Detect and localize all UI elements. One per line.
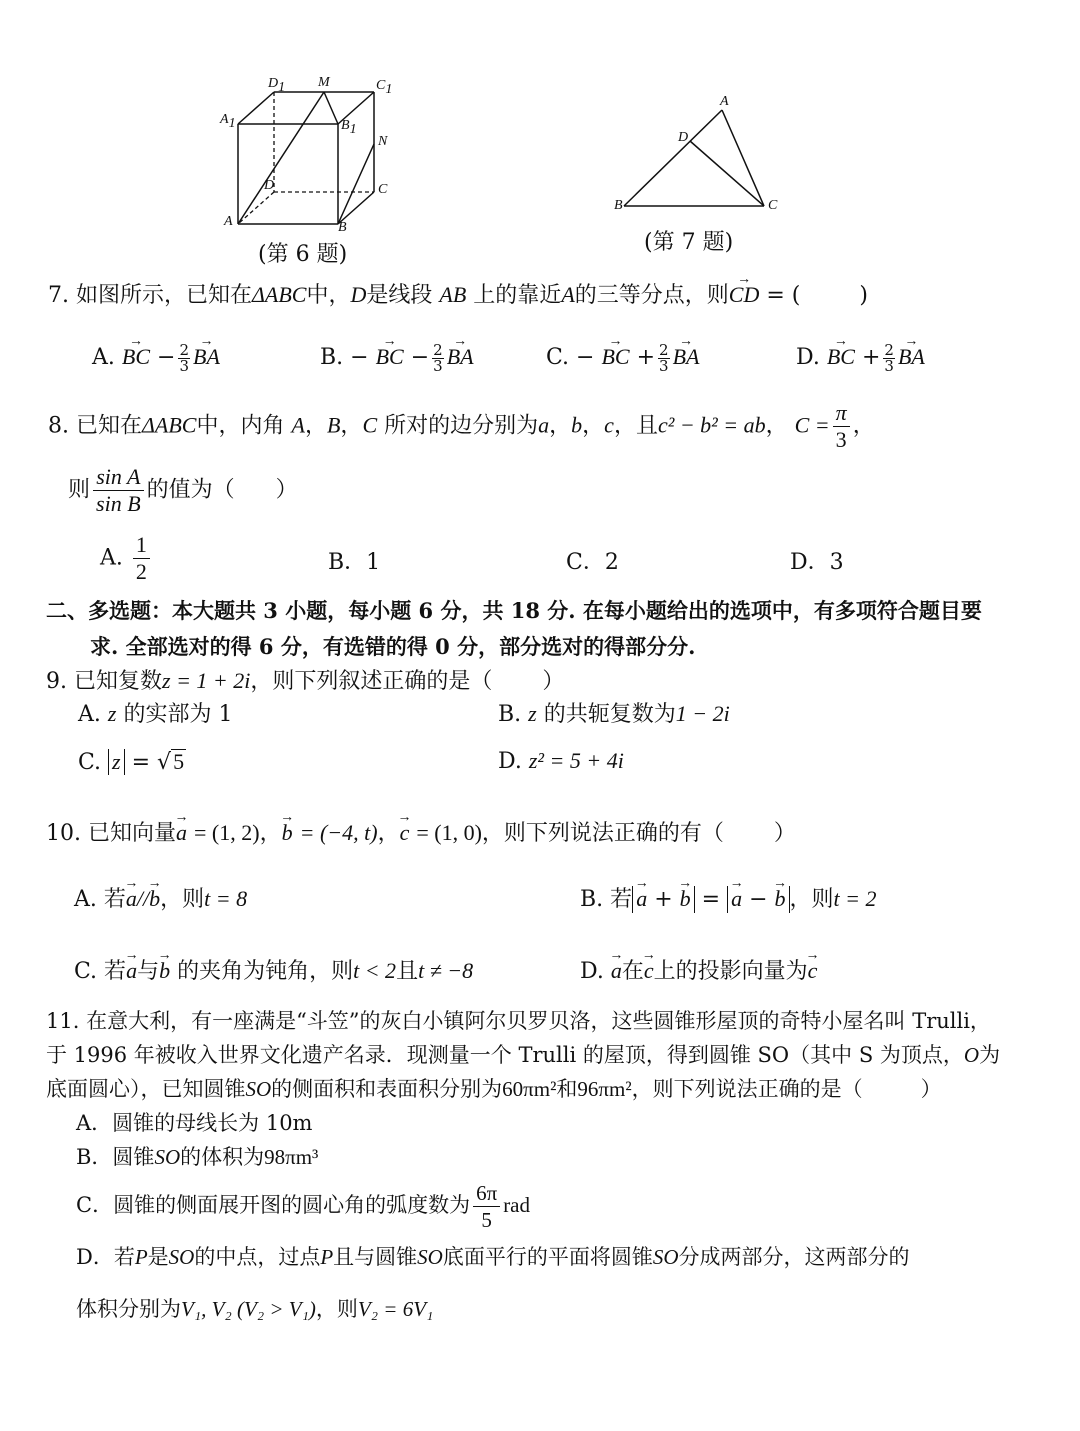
label-C: C	[378, 182, 388, 197]
q11-option-B[interactable]: B．圆锥SO的体积为98πm³	[76, 1145, 319, 1169]
q7-option-C[interactable]: C. − → BC + $\frac{2}{3}$ → BA	[546, 342, 699, 374]
q10-option-B[interactable]: B. 若→ a + → b = → a − → b ，则t = 2	[580, 884, 876, 915]
fig7-caption: (第 7 题)	[644, 230, 734, 255]
question-10: 10. 已知向量→ a = (1, 2)，→ b = (−4, t)，→ c = (1, 0)，则下列说法正确的有（ ）	[46, 818, 796, 849]
question-11-line3: 底面圆心），已知圆锥SO的侧面积和表面积分别为60πm²和96πm²，则下列说法正确的是（ ）	[46, 1077, 942, 1101]
q7-option-A[interactable]: A. → BC − $\frac{2}{3}$ → BA	[92, 342, 220, 374]
q10-option-A[interactable]: A. 若→ a//→ b，则t = 8	[74, 884, 247, 915]
label-D1: $D_1$	[268, 76, 286, 95]
label-N: N	[378, 134, 388, 149]
figure-6	[210, 72, 410, 272]
q7-option-B[interactable]: B. − → BC − $\frac{2}{3}$ → BA	[320, 342, 474, 374]
q9-option-D[interactable]: D. z² = 5 + 4i	[498, 748, 624, 774]
label-A1: $A_1$	[220, 112, 236, 131]
q9-option-A[interactable]: A. z 的实部为 1	[78, 701, 233, 727]
question-11-line1: 11. 在意大利，有一座满是“斗笠”的灰白小镇阿尔贝罗贝洛，这些圆锥形屋顶的奇特小屋名叫 Trulli，	[46, 1009, 991, 1033]
label-C: C	[768, 198, 778, 213]
q10-option-C[interactable]: C. 若→ a与→ b 的夹角为钝角，则t < 2且t ≠ −8	[74, 956, 473, 987]
question-7: 7. 如图所示，已知在ΔABC中，D是线段 AB 上的靠近A的三等分点，则→ CD = ( )	[48, 280, 868, 311]
label-A: A	[720, 94, 729, 109]
q8-option-B[interactable]: B．1	[328, 550, 381, 575]
q10-option-D[interactable]: D. → a在→ c上的投影向量为→ c	[580, 956, 817, 987]
q8-option-D[interactable]: D．3	[790, 550, 844, 575]
question-9: 9. 已知复数z = 1 + 2i，则下列叙述正确的是（ ）	[46, 668, 565, 694]
q11-option-C[interactable]: C．圆锥的侧面展开图的圆心角的弧度数为 $\frac{6\pi}{5}$ rad	[76, 1181, 531, 1232]
q9-option-B[interactable]: B. z 的共轭复数为1 − 2i	[498, 701, 730, 727]
section-2-heading: 二、多选题：本大题共 3 小题，每小题 6 分，共 18 分. 在每小题给出的选项中，有多项符合题目要	[46, 598, 982, 623]
label-B: B	[614, 198, 623, 213]
q8-option-C[interactable]: C．2	[566, 550, 619, 575]
figure-7	[608, 92, 798, 262]
label-B: B	[338, 220, 347, 235]
q11-option-A[interactable]: A．圆锥的母线长为 10m	[76, 1111, 313, 1135]
q8-line2: 则 $\frac{\text{sin A}}{\text{sin B}}$ 的值为（ ）	[68, 464, 298, 516]
label-B1: $B_1$	[341, 118, 357, 137]
q8-option-A[interactable]: A. $\frac{1}{2}$	[100, 532, 153, 585]
question-11-line2: 于 1996 年被收入世界文化遗产名录．现测量一个 Trulli 的屋顶，得到圆锥 SO（其中 S 为顶点，O为	[46, 1043, 1001, 1067]
label-D: D	[264, 178, 275, 193]
label-C1: $C_1$	[376, 78, 393, 97]
q11-option-D[interactable]: D．若P是SO的中点，过点P且与圆锥SO底面平行的平面将圆锥SO分成两部分，这两部分的	[76, 1245, 910, 1269]
label-A: A	[224, 214, 233, 229]
section-2-heading-line2: 求. 全部选对的得 6 分，有选错的得 0 分，部分选对的得部分分.	[90, 634, 696, 659]
question-8: 8. 已知在ΔABC中，内角 A，B，C 所对的边分别为a，b，c，且c² − b² = ab， C = $\frac{\pi}{3}$ ，	[48, 400, 875, 452]
fig6-caption: (第 6 题)	[258, 242, 348, 267]
q7-option-D[interactable]: D. → BC + $\frac{2}{3}$ → BA	[796, 342, 925, 374]
q11-option-D-line2: 体积分别为V₁, V₂ (V₂ > V₁)，则V₂ = 6V₁	[76, 1297, 434, 1321]
label-M: M	[318, 75, 330, 90]
q9-option-C[interactable]: C. z = √5	[78, 749, 185, 775]
vector-CD: → CD	[729, 280, 760, 310]
label-D: D	[678, 130, 689, 145]
